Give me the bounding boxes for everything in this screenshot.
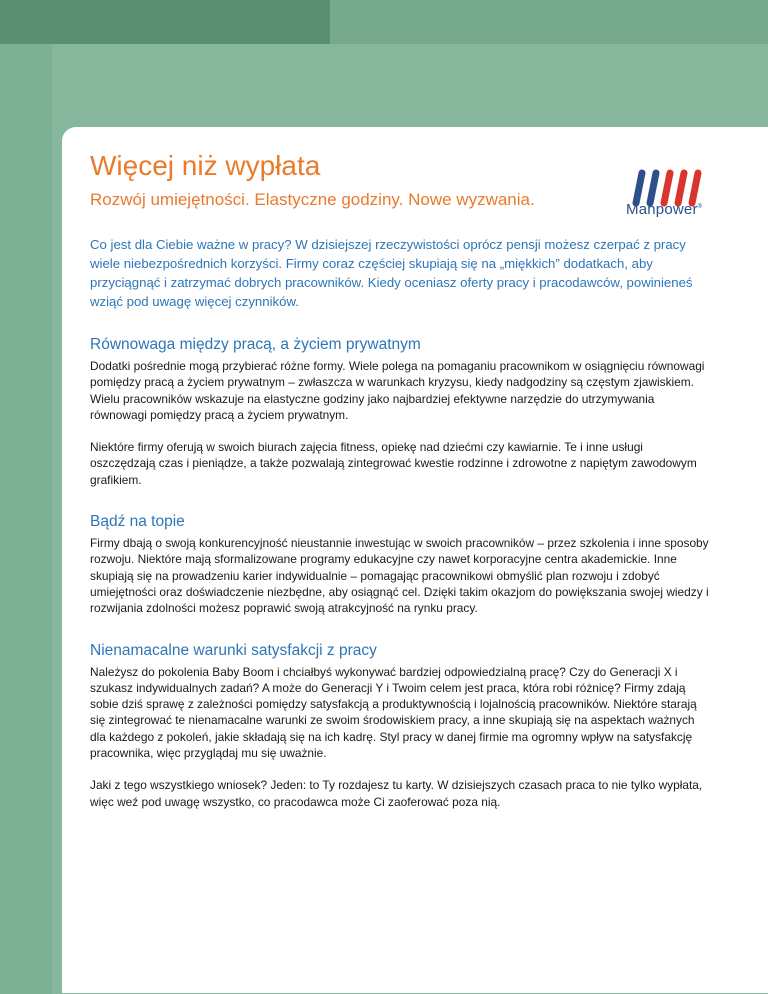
section-paragraph: Niektóre firmy oferują w swoich biurach zajęcia fitness, opiekę nad dziećmi czy kawiarnie. Te i inne usługi oszczędzają czas i pieniądze, a także pozwalają zintegrować kwestie rodzinne i zdrowotne z napiętym zawodowym grafikiem. <box>90 440 697 487</box>
document-card <box>62 127 768 993</box>
section-heading: Nienamacalne warunki satysfakcji z pracy <box>90 641 377 659</box>
section-work-life-balance <box>90 335 710 488</box>
section-stay-on-top <box>90 512 710 616</box>
section-paragraph: Firmy dbają o swoją konkurencyjność nieustannie inwestując w swoich pracowników – przez szkolenia i inne sposoby rozwoju. Niektóre mają sformalizowane programy edukacyjne czy nawet korporacyjne centra akademickie. Inne skupiają się na prowadzeniu karier indywidualnie – pomagając pracownikowi obmyślić plan rozwoju i zdobyć umiejętności oraz doświadczenie niezbędne, aby osiągnąć cel. Dzięki takim okazjom do powiększania swojej wiedzy i rozwijania zdolności możesz poprawić swoją atrakcyjność na rynku pracy. <box>90 536 709 616</box>
page-title: Więcej niż wypłata <box>90 150 321 181</box>
top-band-light <box>330 0 768 44</box>
section-paragraph: Należysz do pokolenia Baby Boom i chciałbyś wykonywać bardziej odpowiedzialną pracę? Czy do Generacji X i szukasz indywidualnych zadań? A może do Generacji Y i Twoim celem jest praca, która robi różnicę? Firmy zdają sobie dziś sprawę z zależności pomiędzy satysfakcją a produktywnością i lojalnością pracowników. Niektóre starają się zintegrować te nienamacalne warunki ze swoim środowiskiem pracy, a inne skupiają się na aspektach ważnych dla każdego z pokoleń, jakie składają się na ich kadrę. Styl pracy w danej firmie ma ogromny wpływ na satysfakcję pracownika, więc przyglądaj mu się uważnie. <box>90 664 697 761</box>
section-paragraph: Jaki z tego wszystkiego wniosek? Jeden: to Ty rozdajesz tu karty. W dzisiejszych czasach praca to nie tylko wypłata, więc weź pod uwagę wszystko, co pracodawca może Ci zaoferować poza nią. <box>90 778 703 809</box>
top-band <box>0 0 768 44</box>
intro-paragraph: Co jest dla Ciebie ważne w pracy? W dzisiejszej rzeczywistości oprócz pensji możesz czerpać z pracy wiele niebezpośrednich korzyści. Firmy coraz częściej skupiają się na „miękkich” dodatkach, aby przyciągnąć i zatrzymać dobrych pracowników. Kiedy oceniasz oferty pracy i pracodawców, powinieneś wziąć pod uwagę więcej czynników. <box>90 237 693 309</box>
section-heading: Bądź na topie <box>90 513 185 531</box>
left-band <box>0 44 52 994</box>
brand-name: Manpower® <box>626 201 703 218</box>
section-heading: Równowaga między pracą, a życiem prywatnym <box>90 336 421 353</box>
document-content <box>90 149 710 810</box>
section-paragraph: Dodatki pośrednie mogą przybierać różne formy. Wiele polega na pomaganiu pracownikom w osiągnięciu równowagi pomiędzy pracą a życiem prywatnym – zwłaszcza w warunkach kryzysu, kiedy nadgodziny są częstym zjawiskiem. Wielu pracowników wskazuje na elastyczne godziny jako najbardziej efektywne narzędzie do utrzymywania równowagi pomiędzy pracą a życiem prywatnym. <box>90 359 705 422</box>
page-subtitle: Rozwój umiejętności. Elastyczne godziny. Nowe wyzwania. <box>90 190 535 209</box>
section-job-satisfaction <box>90 641 710 810</box>
top-band-dark <box>0 0 330 44</box>
